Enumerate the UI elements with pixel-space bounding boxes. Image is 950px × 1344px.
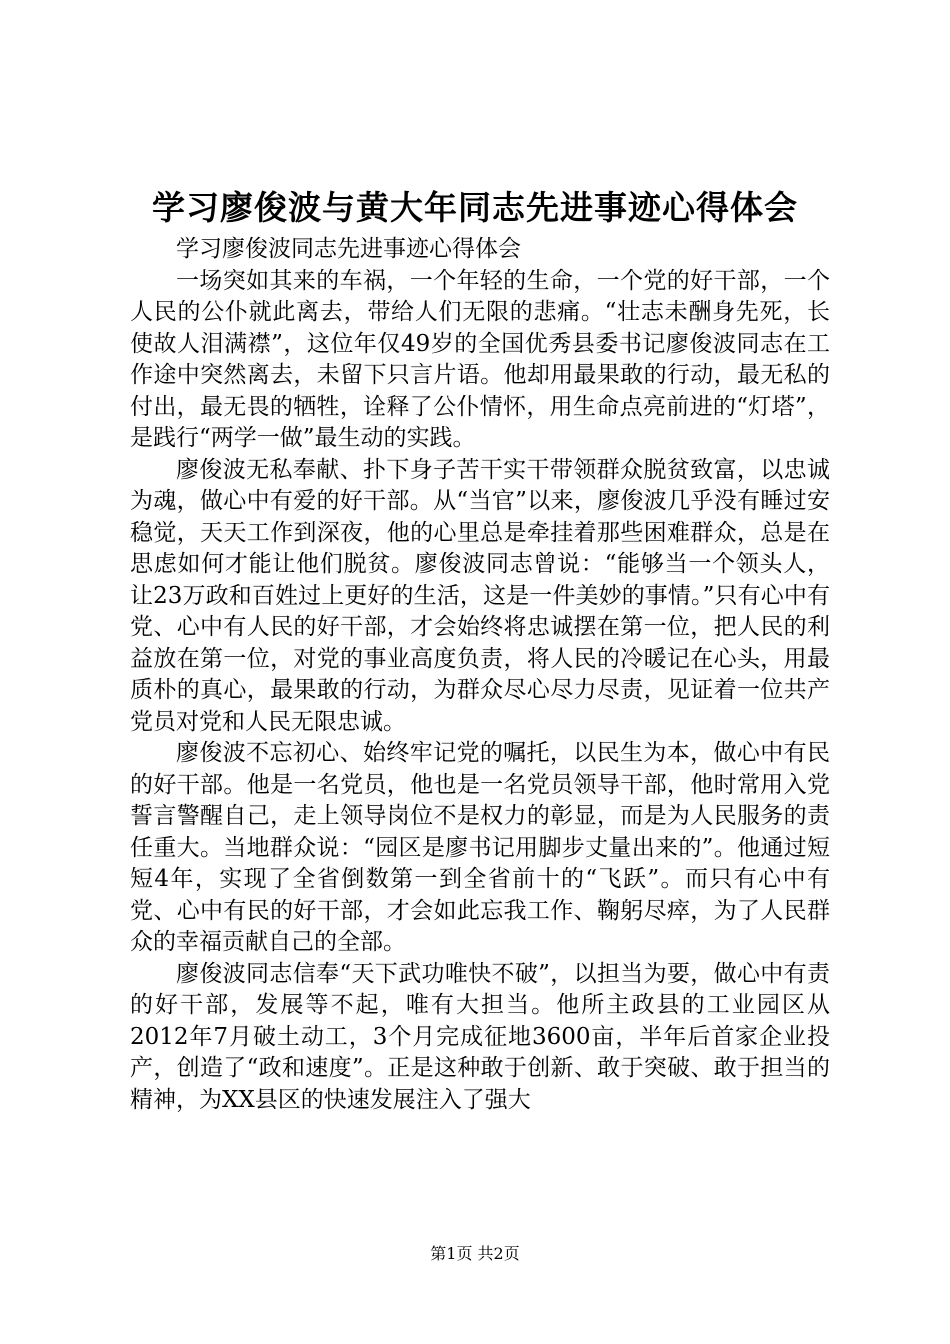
document-subtitle: 学习廖俊波同志先进事迹心得体会 [176,236,521,262]
document-body [130,234,830,1116]
paragraph-2: 廖俊波无私奉献、扑下身子苦干实干带领群众脱贫致富，以忠诚为魂，做心中有爱的好干部。从“当官”以来，廖俊波几乎没有睡过安稳觉，天天工作到深夜，他的心里总是牵挂着那些困难群众，总是在思虑如何才能让他们脱贫。廖俊波同志曾说：“能够当一个领头人，让23万政和百姓过上更好的生活，这是一件美妙的事情。”只有心中有党、心中有人民的好干部，才会始终将忠诚摆在第一位，把人民的利益放在第一位，对党的事业高度负责，将人民的冷暖记在心头，用最质朴的真心，最果敢的行动，为群众尽心尽力尽责，见证着一位共产党员对党和人民无限忠诚。 [130,456,830,735]
paragraph-1: 一场突如其来的车祸，一个年轻的生命，一个党的好干部，一个人民的公仆就此离去，带给人们无限的悲痛。“壮志未酬身先死，长使故人泪满襟”，这位年仅49岁的全国优秀县委书记廖俊波同志在工作途中突然离去，未留下只言片语。他却用最果敢的行动，最无私的付出，最无畏的牺牲，诠释了公仆情怀，用生命点亮前进的“灯塔”，是践行“两学一做”最生动的实践。 [130,267,830,451]
document-title: 学习廖俊波与黄大年同志先进事迹心得体会 [152,188,798,227]
paragraph-3: 廖俊波不忘初心、始终牢记党的嘱托，以民生为本，做心中有民的好干部。他是一名党员，他也是一名党员领导干部，他时常用入党誓言警醒自己，走上领导岗位不是权力的彰显，而是为人民服务的责任重大。当地群众说：“园区是廖书记用脚步丈量出来的”。他通过短短4年，实现了全省倒数第一到全省前十的“飞跃”。而只有心中有党、心中有民的好干部，才会如此忘我工作、鞠躬尽瘁，为了人民群众的幸福贡献自己的全部。 [130,740,830,955]
page-number-footer: 第1页 共2页 [430,1244,520,1263]
paragraph-4: 廖俊波同志信奉“天下武功唯快不破”，以担当为要，做心中有责的好干部，发展等不起，唯有大担当。他所主政县的工业园区从2012年7月破土动工，3个月完成征地3600亩，半年后首家企业投产，创造了“政和速度”。正是这种敢于创新、敢于突破、敢于担当的精神，为XX县区的快速发展注入了强大 [130,960,830,1113]
